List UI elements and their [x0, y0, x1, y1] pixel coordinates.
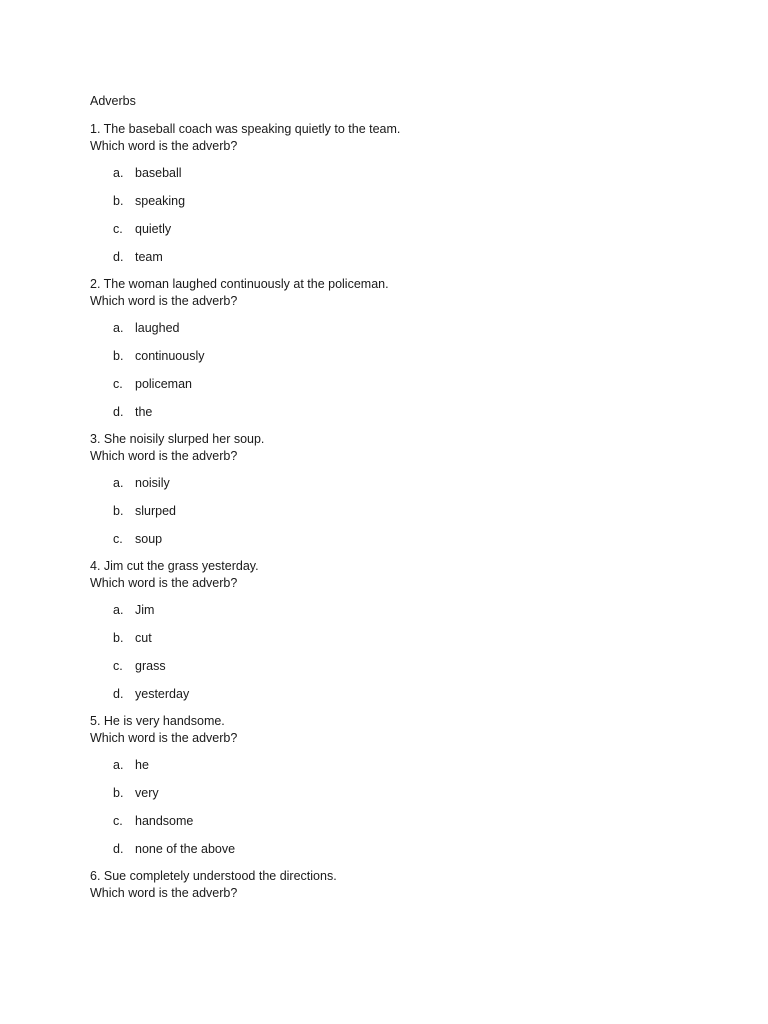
- option-letter: b.: [113, 786, 124, 800]
- option-text: speaking: [135, 194, 186, 208]
- option-text: noisily: [135, 476, 170, 490]
- option-text: Jim: [135, 603, 155, 617]
- question-prompt: 3. She noisily slurped her soup.: [90, 432, 265, 446]
- option-text: policeman: [135, 377, 192, 391]
- option-letter: b.: [113, 504, 124, 518]
- answer-option: [90, 404, 690, 421]
- option-letter: a.: [113, 603, 124, 617]
- option-letter: a.: [113, 476, 124, 490]
- option-text: grass: [135, 659, 166, 673]
- question-instruction: Which word is the adverb?: [90, 449, 238, 463]
- option-letter: d.: [113, 687, 124, 701]
- question-5: [90, 713, 690, 858]
- option-text: laughed: [135, 321, 180, 335]
- answer-option: [90, 249, 690, 266]
- question-instruction: Which word is the adverb?: [90, 294, 238, 308]
- question-1: [90, 121, 690, 266]
- question-2: [90, 276, 690, 421]
- answer-option: [90, 841, 690, 858]
- question-prompt: 6. Sue completely understood the directions.: [90, 869, 337, 883]
- question-6: [90, 868, 690, 902]
- option-letter: a.: [113, 758, 124, 772]
- option-letter: a.: [113, 321, 124, 335]
- answer-option: [90, 320, 690, 337]
- option-letter: b.: [113, 631, 124, 645]
- question-prompt: 1. The baseball coach was speaking quietly to the team.: [90, 122, 401, 136]
- answer-option: [90, 757, 690, 774]
- option-text: soup: [135, 532, 163, 546]
- option-text: cut: [135, 631, 152, 645]
- question-prompt: 5. He is very handsome.: [90, 714, 225, 728]
- question-instruction: Which word is the adverb?: [90, 576, 238, 590]
- answer-option: [90, 813, 690, 830]
- question-instruction: Which word is the adverb?: [90, 731, 238, 745]
- question-4: [90, 558, 690, 703]
- answer-option: [90, 348, 690, 365]
- option-text: continuously: [135, 349, 205, 363]
- answer-option: [90, 165, 690, 182]
- answer-option: [90, 376, 690, 393]
- option-letter: b.: [113, 194, 124, 208]
- option-letter: d.: [113, 250, 124, 264]
- option-text: baseball: [135, 166, 182, 180]
- question-prompt: 4. Jim cut the grass yesterday.: [90, 559, 259, 573]
- answer-option: [90, 602, 690, 619]
- option-letter: a.: [113, 166, 124, 180]
- answer-options: [90, 757, 690, 858]
- answer-option: [90, 475, 690, 492]
- option-letter: c.: [113, 814, 123, 828]
- question-instruction: Which word is the adverb?: [90, 139, 238, 153]
- option-letter: c.: [113, 659, 123, 673]
- question-3: [90, 431, 690, 548]
- answer-options: [90, 602, 690, 703]
- question-instruction: Which word is the adverb?: [90, 886, 238, 900]
- answer-option: [90, 785, 690, 802]
- answer-option: [90, 503, 690, 520]
- question-prompt: 2. The woman laughed continuously at the policeman.: [90, 277, 389, 291]
- option-text: slurped: [135, 504, 176, 518]
- option-text: handsome: [135, 814, 194, 828]
- answer-option: [90, 630, 690, 647]
- option-text: none of the above: [135, 842, 236, 856]
- option-text: he: [135, 758, 149, 772]
- answer-option: [90, 658, 690, 675]
- option-text: quietly: [135, 222, 172, 236]
- option-text: team: [135, 250, 163, 264]
- option-letter: c.: [113, 532, 123, 546]
- option-letter: c.: [113, 377, 123, 391]
- option-text: yesterday: [135, 687, 190, 701]
- answer-option: [90, 531, 690, 548]
- option-letter: d.: [113, 405, 124, 419]
- question-list: [90, 121, 690, 902]
- answer-option: [90, 193, 690, 210]
- option-letter: d.: [113, 842, 124, 856]
- option-text: very: [135, 786, 159, 800]
- answer-options: [90, 165, 690, 266]
- document: [90, 93, 690, 902]
- option-letter: b.: [113, 349, 124, 363]
- option-letter: c.: [113, 222, 123, 236]
- document-title: Adverbs: [90, 94, 136, 108]
- answer-option: [90, 221, 690, 238]
- answer-options: [90, 320, 690, 421]
- answer-option: [90, 686, 690, 703]
- answer-options: [90, 475, 690, 548]
- option-text: the: [135, 405, 153, 419]
